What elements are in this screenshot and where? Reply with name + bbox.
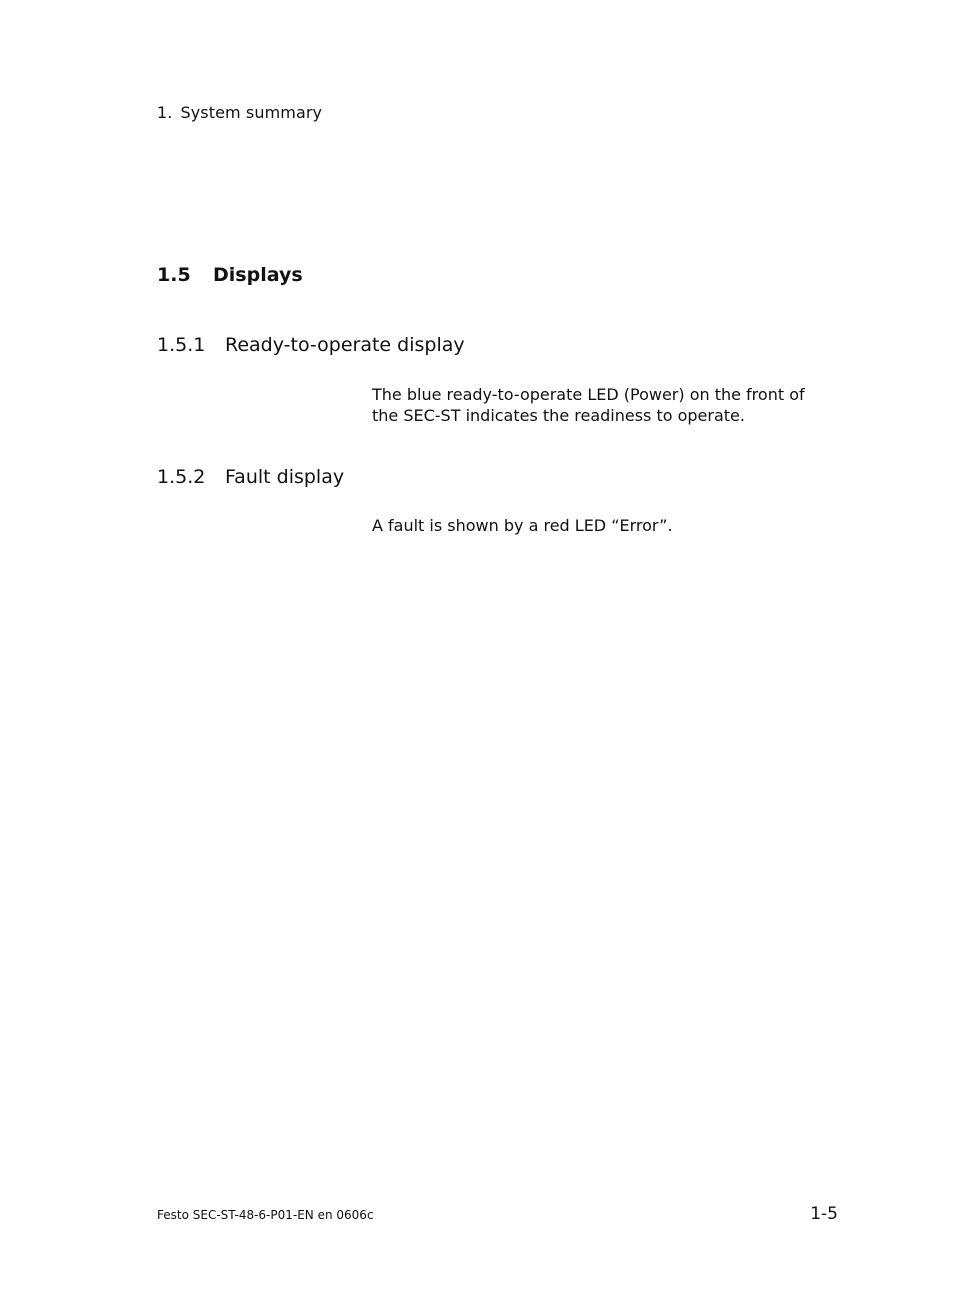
chapter-number: 1. [157, 103, 173, 122]
subsection-title: Fault display [225, 466, 345, 488]
subsection-heading-fault [157, 466, 344, 488]
paragraph-fault: A fault is shown by a red LED “Error”. [372, 516, 673, 535]
subsection-number: 1.5.2 [157, 466, 206, 488]
subsection-heading-ready [157, 334, 465, 356]
footer-document-id: Festo SEC-ST-48-6-P01-EN en 0606c [157, 1208, 374, 1222]
section-heading [157, 264, 303, 286]
chapter-title: System summary [180, 103, 323, 122]
page-number: 1-5 [810, 1204, 838, 1224]
subsection-title: Ready-to-operate display [225, 334, 465, 356]
running-header [157, 103, 322, 122]
section-number: 1.5 [157, 264, 191, 286]
paragraph-ready: The blue ready-to-operate LED (Power) on the front of the SEC-ST indicates the readiness to operate. [372, 385, 805, 425]
section-title: Displays [213, 264, 303, 286]
subsection-number: 1.5.1 [157, 334, 206, 356]
